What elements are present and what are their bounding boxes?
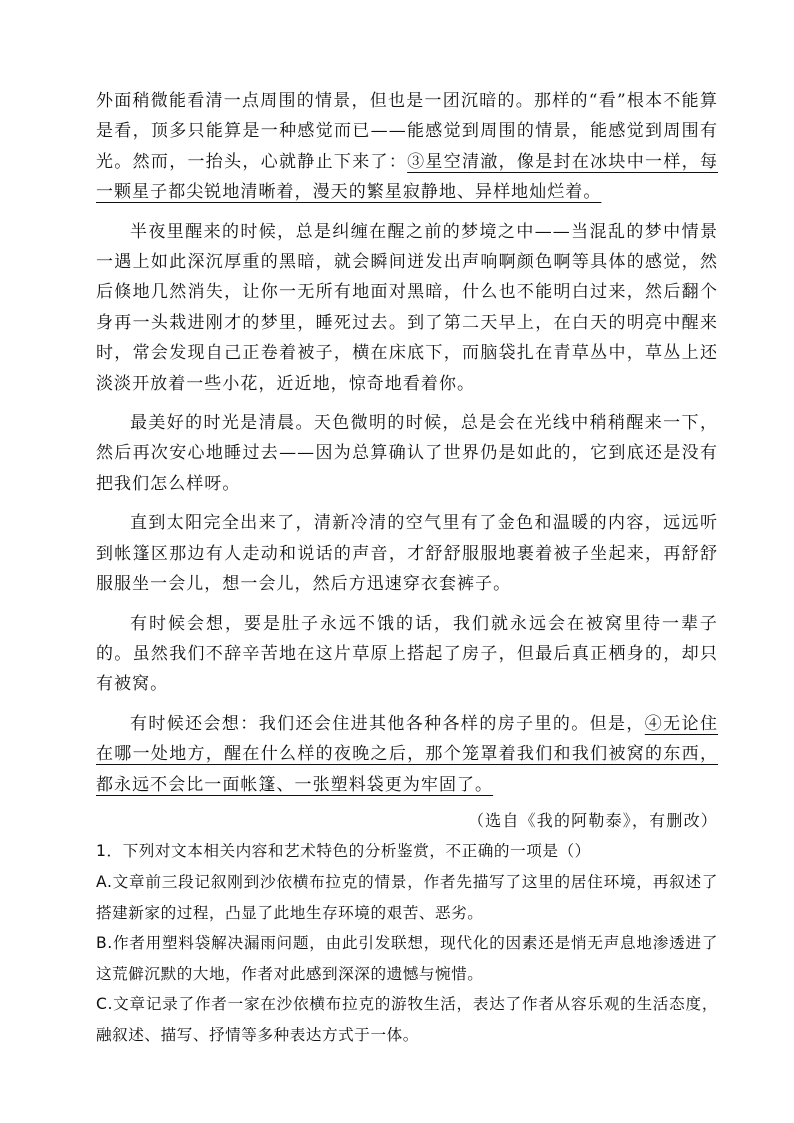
option-a: A.文章前三段记叙刚到沙依横布拉克的情景，作者先描写了这里的居住环境，再叙述了搭建新家的过程，凸显了此地生存环境的艰苦、恶劣。	[96, 872, 718, 922]
underlined-sentence-4: ④无论住在哪一处地方，醒在什么样的夜晚之后，那个笼罩着我们和我们被窝的东西，都永远不会比一面帐篷、一张塑料袋更为牢固了。	[96, 713, 719, 795]
passage-paragraph-2: 半夜里醒来的时候，总是纠缠在醒之前的梦境之中——当混乱的梦中情景一遇上如此深沉厚重的黑暗，就会瞬间迸发出声响啊颜色啊等具体的感觉，然后倏地几然消失，让你一无所有地面对黑暗，什么也不能明白过来，然后翻个身再一头栽进刚才的梦里，睡死过去。到了第二天早上，在白天的明亮中醒来时，常会发现自己正卷着被子，横在床底下，而脑袋扎在青草丛中，草丛上还淡淡开放着一些小花，近近地，惊奇地看着你。	[96, 221, 718, 394]
source-citation: （选自《我的阿勒泰》，有删改）	[467, 810, 718, 830]
passage-paragraph-6	[96, 709, 718, 800]
paragraph-text: 有时候还会想：我们还会住进其他各种各样的房子里的。但是，	[130, 713, 645, 734]
passage-paragraph-4: 直到太阳完全出来了，清新冷清的空气里有了金色和温暖的内容，远远听到帐篷区那边有人走动和说话的声音，才舒舒服服地裹着被子坐起来，再舒舒服服坐一会儿，想一会儿，然后方迅速穿衣套裤子。	[96, 513, 718, 595]
document-page	[96, 86, 718, 1051]
option-c: C.文章记录了作者一家在沙依横布拉克的游牧生活，表达了作者从容乐观的生活态度，融叙述、描写、抒情等多种表达方式于一体。	[96, 995, 718, 1044]
underlined-sentence-3: ③星空清澈，像是封在冰块中一样，每一颗星子都尖锐地清晰着，漫天的繁星寂静地、异样地灿烂着。	[96, 151, 718, 203]
passage-paragraph-5: 有时候会想，要是肚子永远不饿的话，我们就永远会在被窝里待一辈子的。虽然我们不辞辛苦地在这片草原上搭起了房子，但最后真正栖身的，却只有被窝。	[96, 613, 718, 695]
passage-paragraph-3: 最美好的时光是清晨。天色微明的时候，总是会在光线中稍稍醒来一下，然后再次安心地睡过去——因为总算确认了世界仍是如此的，它到底还是没有把我们怎么样呀。	[96, 413, 718, 494]
paragraph-text: 外面稍微能看清一点周围的情景，但也是一团沉暗的。那样的“看”根本不能算是看，顶多只能算是一种感觉而已——能感觉到周围的情景，能感觉到周围有光。然而，一抬头，心就静止下来了：	[96, 91, 718, 172]
passage-paragraph-1	[96, 86, 718, 208]
question-stem: 1．下列对文本相关内容和艺术特色的分析鉴赏，不正确的一项是（）	[96, 842, 591, 861]
option-b: B.作者用塑料袋解决漏雨问题，由此引发联想，现代化的因素还是悄无声息地渗透进了这荒僻沉默的大地，作者对此感到深深的遗憾与惋惜。	[96, 934, 718, 983]
